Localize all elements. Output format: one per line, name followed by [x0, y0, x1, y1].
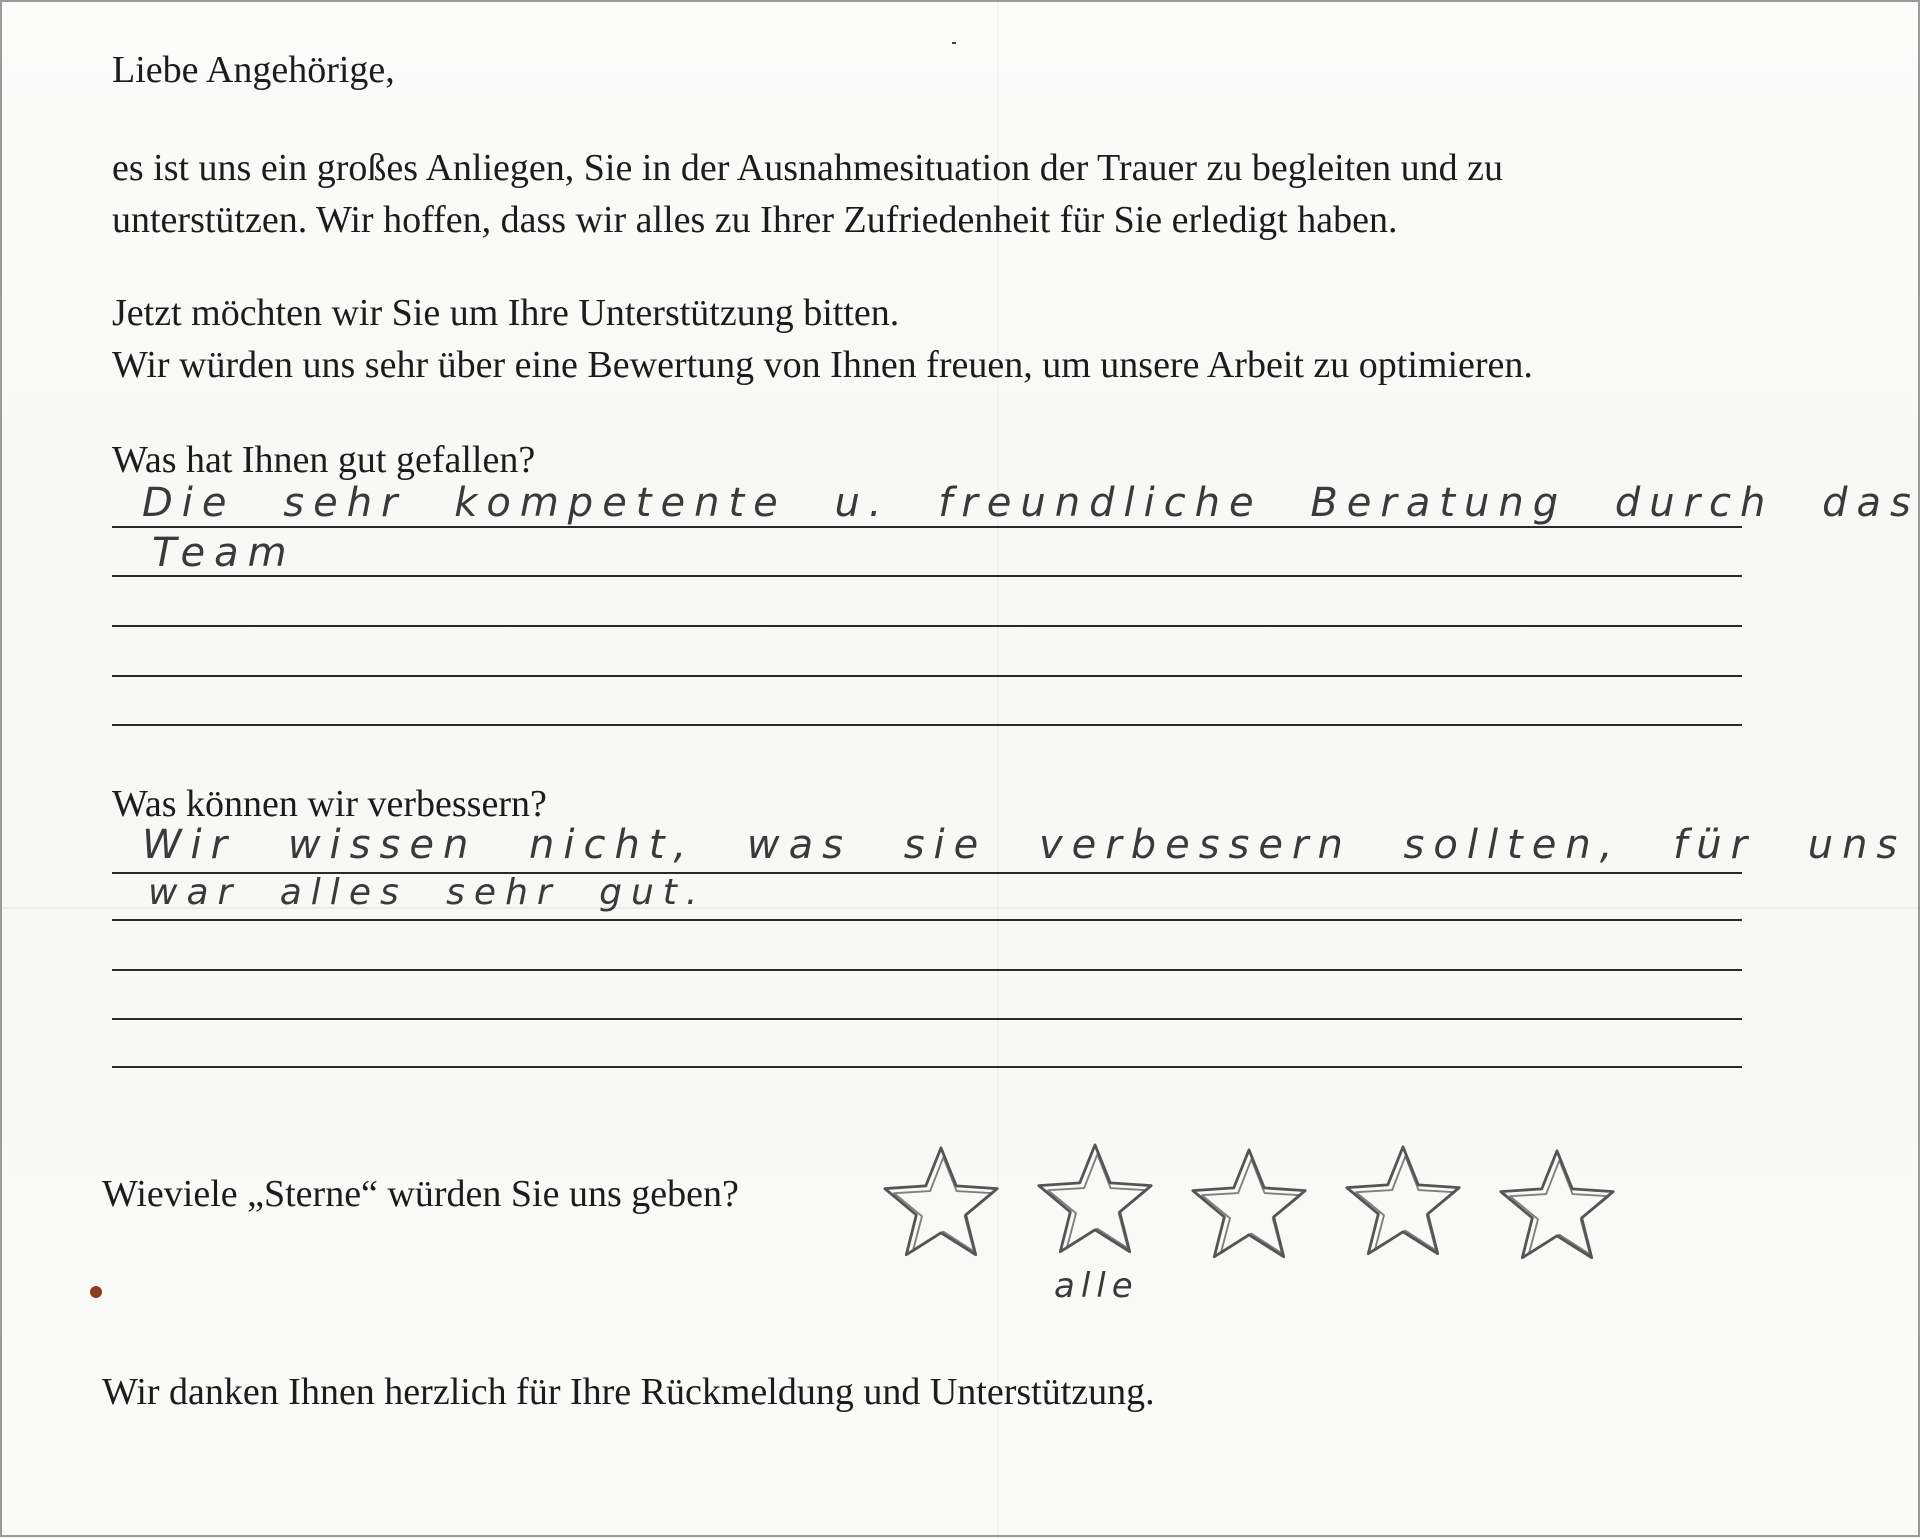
- handwritten-rating-note: alle: [1054, 1266, 1139, 1306]
- greeting: Liebe Angehörige,: [112, 49, 395, 91]
- request-paragraph: [112, 287, 1533, 391]
- star-icon[interactable]: [1190, 1144, 1308, 1262]
- request-line-1: Jetzt möchten wir Sie um Ihre Unterstützung bitten.: [112, 292, 900, 334]
- handwritten-answer-improve-line-2: war alles sehr gut.: [148, 872, 707, 913]
- paper-mark: [952, 42, 956, 44]
- question-improve-label: Was können wir verbessern?: [112, 783, 547, 825]
- intro-line-2: unterstützen. Wir hoffen, dass wir alles zu Ihrer Zufriedenheit für Sie erledigt haben.: [112, 199, 1398, 241]
- intro-line-1: es ist uns ein großes Anliegen, Sie in der Ausnahmesituation der Trauer zu begleiten und zu: [112, 147, 1503, 189]
- handwritten-answer-improve-line-1: Wir wissen nicht, was sie verbessern sollten, für uns: [142, 822, 1907, 868]
- question-liked-label: Was hat Ihnen gut gefallen?: [112, 439, 536, 481]
- answer-line[interactable]: [112, 675, 1742, 677]
- closing-text: Wir danken Ihnen herzlich für Ihre Rückmeldung und Unterstützung.: [102, 1371, 1155, 1413]
- answer-line[interactable]: [112, 724, 1742, 726]
- handwritten-answer-liked-line-1: Die sehr kompetente u. freundliche Beratung durch das: [142, 480, 1920, 526]
- answer-line[interactable]: [112, 1066, 1742, 1068]
- request-line-2: Wir würden uns sehr über eine Bewertung von Ihnen freuen, um unsere Arbeit zu optimieren.: [112, 344, 1533, 386]
- answer-line[interactable]: [112, 625, 1742, 627]
- answer-line[interactable]: [112, 1018, 1742, 1020]
- handwritten-answer-liked-line-2: Team: [152, 530, 296, 576]
- star-icon[interactable]: [1498, 1145, 1616, 1263]
- star-icon[interactable]: [1036, 1139, 1154, 1257]
- star-icon[interactable]: [882, 1142, 1000, 1260]
- answer-line[interactable]: [112, 575, 1742, 577]
- answer-line[interactable]: [112, 969, 1742, 971]
- star-icon[interactable]: [1344, 1141, 1462, 1259]
- answer-line[interactable]: [112, 526, 1742, 528]
- star-rating[interactable]: [882, 1142, 1622, 1272]
- intro-paragraph: [112, 142, 1503, 246]
- answer-line[interactable]: [112, 919, 1742, 921]
- paper-stain: [90, 1286, 102, 1298]
- rating-question-label: Wieviele „Sterne“ würden Sie uns geben?: [102, 1173, 739, 1215]
